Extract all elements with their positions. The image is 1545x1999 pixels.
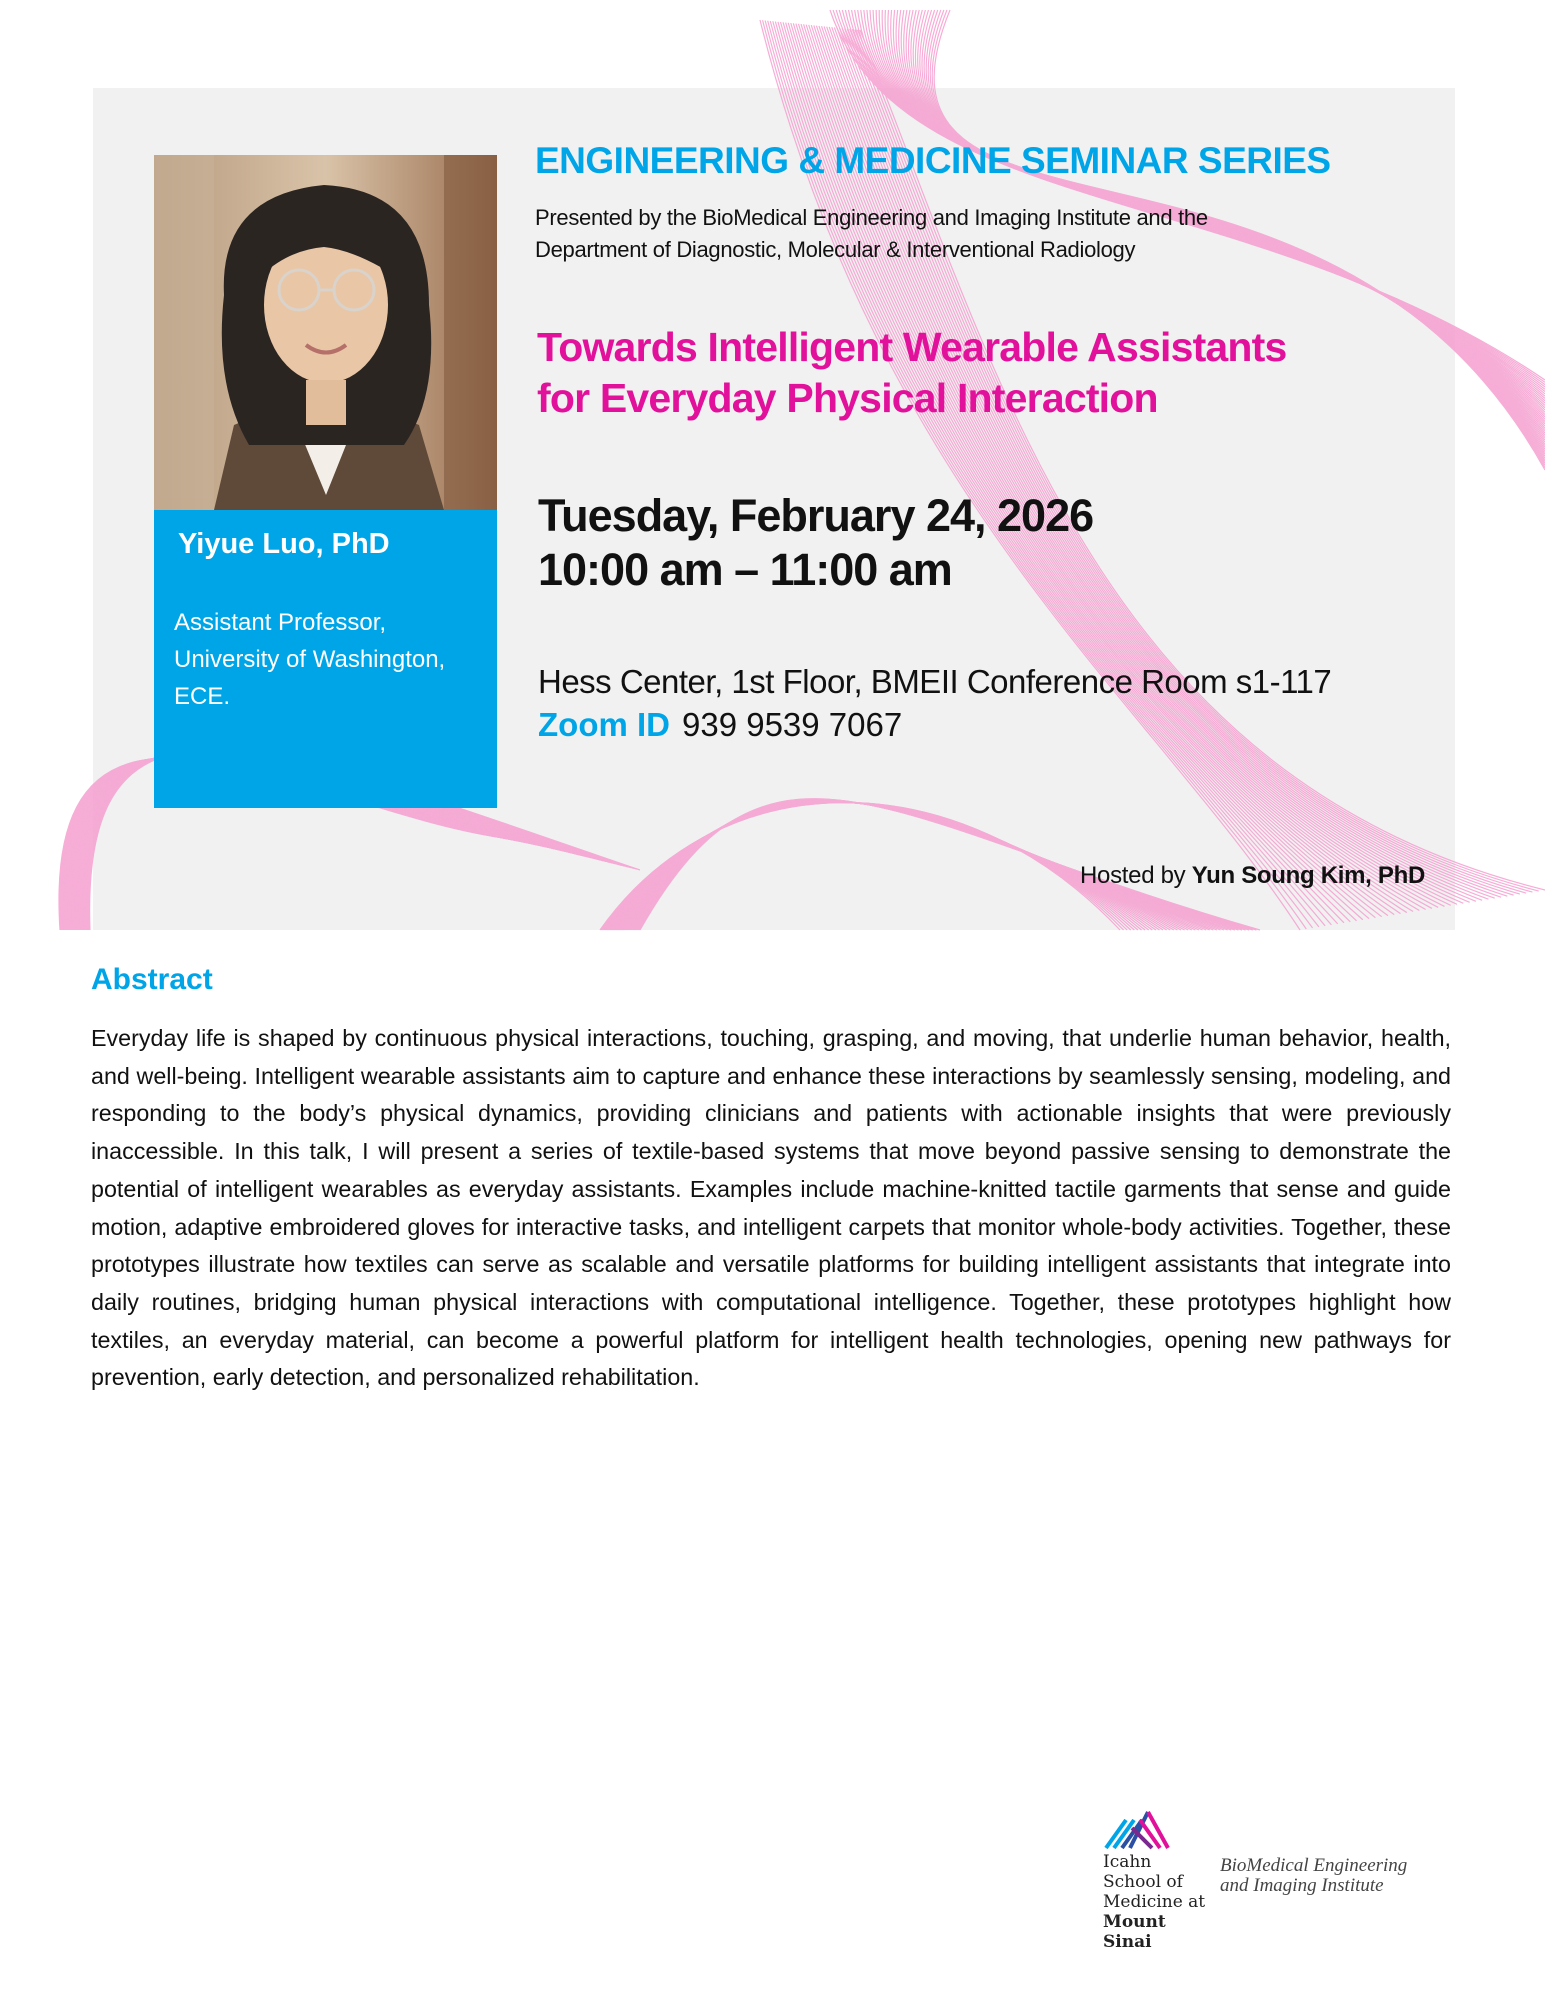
event-datetime [538, 489, 1093, 597]
logo-line: Icahn [1103, 1852, 1152, 1872]
talk-title [537, 322, 1287, 424]
speaker-portrait [154, 155, 497, 510]
logo-line: School of [1103, 1872, 1183, 1892]
speaker-role-line: ECE. [174, 683, 231, 710]
presented-by [535, 202, 1208, 266]
speaker-role-line: Assistant Professor, [174, 609, 387, 636]
institute-line: and Imaging Institute [1220, 1875, 1384, 1896]
event-date: Tuesday, February 24, 2026 [538, 490, 1094, 541]
talk-title-line: Towards Intelligent Wearable Assistants [537, 324, 1287, 370]
speaker-role-line: University of Washington, [174, 646, 446, 673]
presented-line: Department of Diagnostic, Molecular & Interventional Radiology [535, 237, 1136, 262]
event-time: 10:00 am – 11:00 am [538, 544, 952, 595]
hosted-by [1080, 862, 1425, 890]
mount-sinai-logo-text [1103, 1852, 1205, 1952]
talk-title-line: for Everyday Physical Interaction [537, 375, 1158, 421]
zoom-info [538, 706, 902, 744]
logo-line: Mount [1103, 1912, 1166, 1932]
logo-line: Medicine at [1103, 1892, 1206, 1912]
logo-line: Sinai [1103, 1932, 1152, 1952]
zoom-label: Zoom ID [538, 706, 670, 743]
institute-name [1220, 1856, 1407, 1896]
series-title: ENGINEERING & MEDICINE SEMINAR SERIES [535, 140, 1331, 181]
speaker-role [174, 604, 484, 715]
host-name: Yun Soung Kim, PhD [1191, 862, 1425, 889]
zoom-id[interactable]: 939 9539 7067 [681, 706, 903, 743]
abstract-body: Everyday life is shaped by continuous physical interactions, touching, grasping, and moving, that underlie human behavior, health, and well-being. Intelligent wearable assistants aim to capture and enhance these interactions by seamlessly sensing, modeling, and responding to the body’s physical dynamics, providing clinicians and patients with actionable insights that were previously inaccessible. In this talk, I will present a series of textile-based systems that move beyond passive sensing to demonstrate the potential of intelligent wearables as everyday assistants. Examples include machine-knitted tactile garments that sense and guide motion, adaptive embroidered gloves for interactive tasks, and intelligent carpets that monitor whole-body activities. Together, these prototypes illustrate how textiles can serve as scalable and versatile platforms for building intelligent assistants that integrate into daily routines, bridging human physical interactions with computational intelligence. Together, these prototypes highlight how textiles, an everyday material, can become a powerful platform for intelligent health technologies, opening new pathways for prevention, early detection, and personalized rehabilitation. [91, 1025, 1451, 1391]
mount-sinai-logo-mark [1104, 1806, 1172, 1850]
event-location: Hess Center, 1st Floor, BMEII Conference Room s1-117 [538, 663, 1332, 700]
abstract-heading: Abstract [91, 963, 213, 996]
speaker-name: Yiyue Luo, PhD [178, 528, 390, 560]
institute-line: BioMedical Engineering [1220, 1855, 1408, 1876]
hosted-prefix: Hosted by [1080, 862, 1186, 889]
presented-line: Presented by the BioMedical Engineering and Imaging Institute and the [535, 205, 1208, 230]
speaker-card [154, 510, 497, 808]
